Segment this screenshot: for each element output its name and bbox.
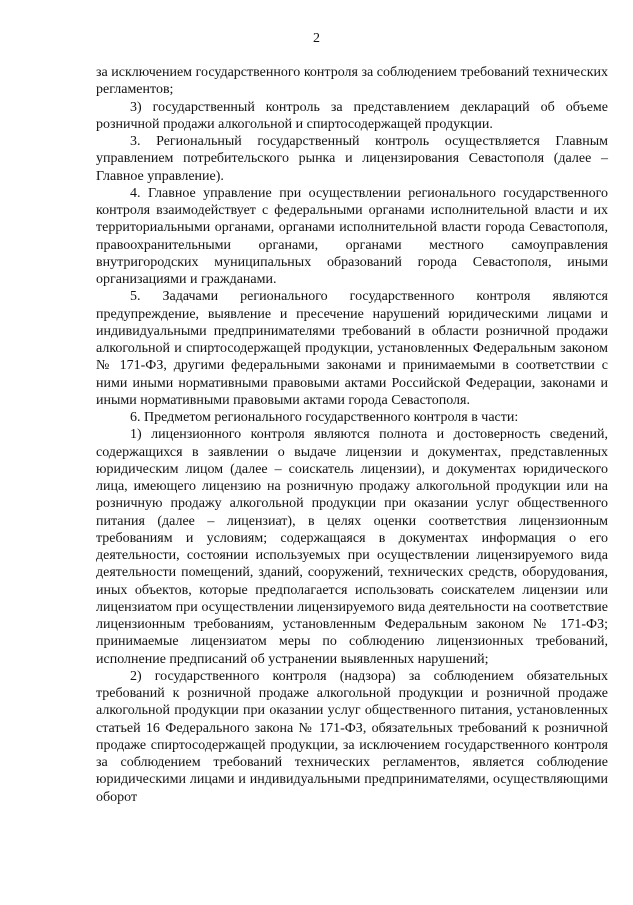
- paragraph-6-1-licensing-control: 1) лицензионного контроля являются полнота и достоверность сведений, содержащихся в заявлении о выдаче лицензии и документах, представленных юридическим лицом (далее – соискатель лицензии), и документах юридического лица, имеющего лицензию на розничную продажу алкогольной продукции или на розничную продажу алкогольной продукции при оказании услуг общественного питания (далее – лицензиат), в целях оценки соответствия лицензионным требованиям и условиям; содержащаяся в документах информация о его деятельности, состоянии используемых при осуществлении лицензируемого вида деятельности помещений, зданий, сооружений, технических средств, оборудования, иных объектов, которые предполагается использовать соискателем лицензии или лицензиатом при осуществлении лицензируемого вида деятельности на соответствие лицензионным требованиям, установленным Федеральным законом № 171-ФЗ; принимаемые лицензиатом меры по соблюдению лицензионных требований, исполнение предписаний об устранении выявленных нарушений;: [96, 427, 608, 667]
- paragraph-continuation: за исключением государственного контроля за соблюдением требований технических регламентов;: [96, 65, 608, 98]
- document-body: [96, 64, 608, 806]
- paragraph-6-2-state-control: 2) государственного контроля (надзора) за соблюдением обязательных требований к розничной продаже алкогольной продукции и розничной продаже алкогольной продукции при оказании услуг общественного питания, установленных статьей 16 Федерального закона № 171-ФЗ, обязательных требований к розничной продаже спиртосодержащей продукции, за исключением государственного контроля за соблюдением требований технических регламентов, является соблюдение юридическими лицами и индивидуальными предпринимателями, осуществляющими оборот: [96, 668, 608, 805]
- paragraph-4-interaction: 4. Главное управление при осуществлении регионального государственного контроля взаимодействует с федеральными органами исполнительной власти и их территориальными органами, органами исполнительной власти города Севастополя, правоохранительными органами, органами местного самоуправления внутригородских муниципальных образований города Севастополя, иными организациями и гражданами.: [96, 185, 608, 287]
- paragraph-6-subject: 6. Предметом регионального государственного контроля в части:: [130, 410, 519, 425]
- page-number: 2: [313, 31, 320, 46]
- paragraph-5-tasks: 5. Задачами регионального государственного контроля являются предупреждение, выявление и пресечение нарушений юридическими лицами и индивидуальными предпринимателями требований в области розничной продажи алкогольной и спиртосодержащей продукции, установленных Федеральным законом № 171-ФЗ, другими федеральными законами и принимаемыми в соответствии с ними иными нормативными правовыми актами Российской Федерации, законами и иными нормативными правовыми актами города Севастополя.: [96, 289, 608, 408]
- paragraph-3-authority: 3. Региональный государственный контроль осуществляется Главным управлением потребительского рынка и лицензирования Севастополя (далее – Главное управление).: [96, 134, 608, 184]
- paragraph-item-3-declarations: 3) государственный контроль за представлением деклараций об объеме розничной продажи алкогольной и спиртосодержащей продукции.: [96, 99, 608, 132]
